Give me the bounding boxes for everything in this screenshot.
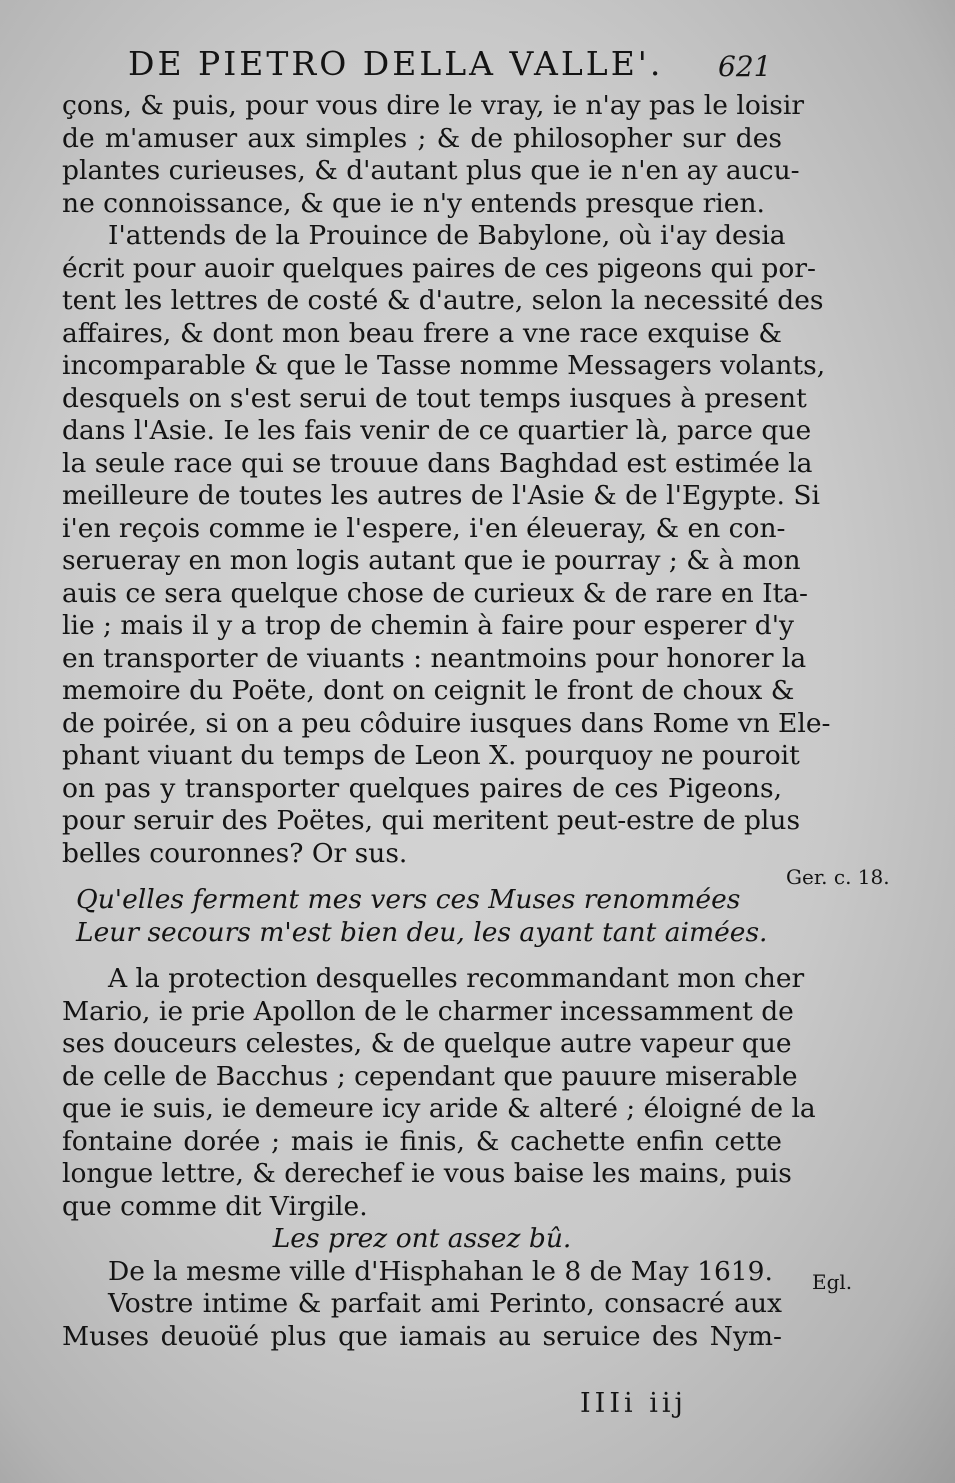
text-line: Vostre intime & parfait ami Perinto, consacré aux — [108, 1288, 782, 1319]
signature-mark: IIIi iij — [580, 1388, 687, 1419]
verse-line: Leur secours m'est bien deu, les ayant tant aimées. — [76, 916, 768, 948]
quote-line: Les prez ont assez bû. — [272, 1223, 572, 1254]
text-line: serueray en mon logis autant que ie pourray ; & à mon — [62, 545, 801, 576]
text-line: ses douceurs celestes, & de quelque autre vapeur que — [62, 1028, 792, 1059]
text-line: auis ce sera quelque chose de curieux & de rare en Ita- — [62, 577, 808, 609]
main-text — [62, 90, 831, 1353]
text-line: plantes curieuses, & d'autant plus que ie n'en ay aucu- — [62, 155, 800, 186]
text-line: de m'amuser aux simples ; & de philosopher sur des — [62, 122, 782, 154]
margin-note: Ger. c. 18. — [786, 865, 890, 889]
text-line: affaires, & dont mon beau frere a vne race exquise & — [62, 317, 782, 349]
text-line: pour seruir des Poëtes, qui meritent peut-estre de plus — [62, 805, 801, 836]
text-line: longue lettre, & derechef ie vous baise les mains, puis — [62, 1158, 792, 1189]
text-line: belles couronnes? Or sus. — [62, 837, 408, 869]
text-line: dans l'Asie. Ie les fais venir de ce quartier là, parce que — [62, 415, 812, 446]
text-line: desquels on s'est serui de tout temps iusques à present — [62, 382, 807, 414]
text-line: meilleure de toutes les autres de l'Asie & de l'Egypte. Si — [62, 480, 820, 511]
text-line: de poirée, si on a peu côduire iusques dans Rome vn Ele- — [62, 707, 831, 739]
text-line: Mario, ie prie Apollon de le charmer incessamment de — [62, 995, 794, 1027]
margin-note: Egl. — [812, 1270, 853, 1294]
text-line: çons, & puis, pour vous dire le vray, ie n'ay pas le loisir — [62, 90, 805, 121]
text-line: memoire du Poëte, dont on ceignit le front de choux & — [62, 675, 795, 706]
dateline: De la mesme ville d'Hisphahan le 8 de May 1619. — [108, 1255, 773, 1287]
text-line: écrit pour auoir quelques paires de ces pigeons qui por- — [62, 252, 816, 284]
verse-line: Qu'elles ferment mes vers ces Muses renommées — [76, 884, 741, 915]
text-line: lie ; mais il y a trop de chemin à faire pour esperer d'y — [62, 610, 794, 641]
text-line: fontaine dorée ; mais ie finis, & cachette enfin cette — [62, 1125, 782, 1157]
page-number: 621 — [718, 50, 772, 83]
page-header — [128, 44, 772, 84]
text-line: Muses deuoüé plus que iamais au seruice des Nym- — [62, 1320, 782, 1352]
text-line: de celle de Bacchus ; cependant que pauure miserable — [62, 1060, 798, 1092]
text-line: en transporter de viuants : neantmoins pour honorer la — [62, 642, 807, 674]
text-line: on pas y transporter quelques paires de ces Pigeons, — [62, 772, 782, 804]
text-line: incomparable & que le Tasse nomme Messagers volants, — [62, 350, 826, 381]
text-line: phant viuant du temps de Leon X. pourquoy ne pouroit — [62, 740, 800, 771]
running-head: DE PIETRO DELLA VALLE'. — [128, 44, 664, 83]
text-line: la seule race qui se trouue dans Baghdad est estimée la — [62, 447, 813, 479]
text-line: que ie suis, ie demeure icy aride & alteré ; éloigné de la — [62, 1093, 816, 1124]
text-line: i'en reçois comme ie l'espere, i'en éleueray, & en con- — [62, 512, 786, 544]
text-line: I'attends de la Prouince de Babylone, où i'ay desia — [108, 220, 786, 251]
text-line: ne connoissance, & que ie n'y entends presque rien. — [62, 187, 765, 219]
text-line: tent les lettres de costé & d'autre, selon la necessité des — [62, 285, 824, 316]
text-line: que comme dit Virgile. — [62, 1190, 368, 1222]
text-line: A la protection desquelles recommandant mon cher — [108, 963, 805, 994]
